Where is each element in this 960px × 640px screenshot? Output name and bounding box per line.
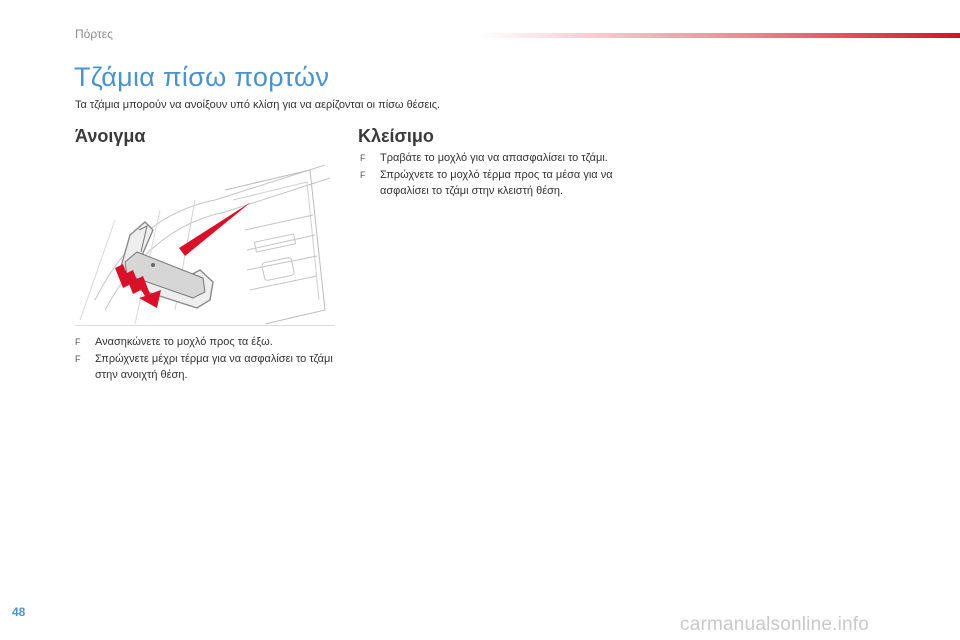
bullet-mark: F bbox=[75, 354, 81, 364]
closing-steps-list bbox=[360, 150, 620, 200]
list-item bbox=[360, 150, 620, 166]
step-text: Τραβάτε το μοχλό για να απασφαλίσει το τζάμι. bbox=[380, 152, 608, 164]
page-number: 48 bbox=[12, 605, 26, 619]
header-accent-rule bbox=[480, 33, 960, 38]
opening-heading: Άνοιγμα bbox=[75, 126, 146, 146]
list-item bbox=[75, 334, 345, 350]
list-item bbox=[360, 167, 620, 199]
bullet-mark: F bbox=[75, 337, 81, 347]
figure-divider bbox=[75, 325, 335, 326]
intro-text: Τα τζάμια μπορούν να ανοίξουν υπό κλίση για να αερίζονται οι πίσω θέσεις. bbox=[75, 99, 441, 111]
list-item bbox=[75, 351, 345, 383]
closing-heading: Κλείσιμο bbox=[358, 126, 434, 146]
section-label: Πόρτες bbox=[75, 27, 113, 41]
bullet-mark: F bbox=[360, 170, 366, 180]
window-latch-illustration bbox=[75, 160, 335, 324]
page-title: Τζάμια πίσω πορτών bbox=[74, 62, 330, 92]
opening-steps-list bbox=[75, 334, 345, 384]
step-text: Σπρώχνετε μέχρι τέρμα για να ασφαλίσει το τζάμι στην ανοιχτή θέση. bbox=[95, 353, 333, 381]
step-text: Σπρώχνετε το μοχλό τέρμα προς τα μέσα για να ασφαλίσει το τζάμι στην κλειστή θέση. bbox=[380, 169, 613, 197]
watermark: carmanualsonline.info bbox=[680, 614, 870, 635]
bullet-mark: F bbox=[360, 153, 366, 163]
step-text: Ανασηκώνετε το μοχλό προς τα έξω. bbox=[95, 336, 273, 348]
